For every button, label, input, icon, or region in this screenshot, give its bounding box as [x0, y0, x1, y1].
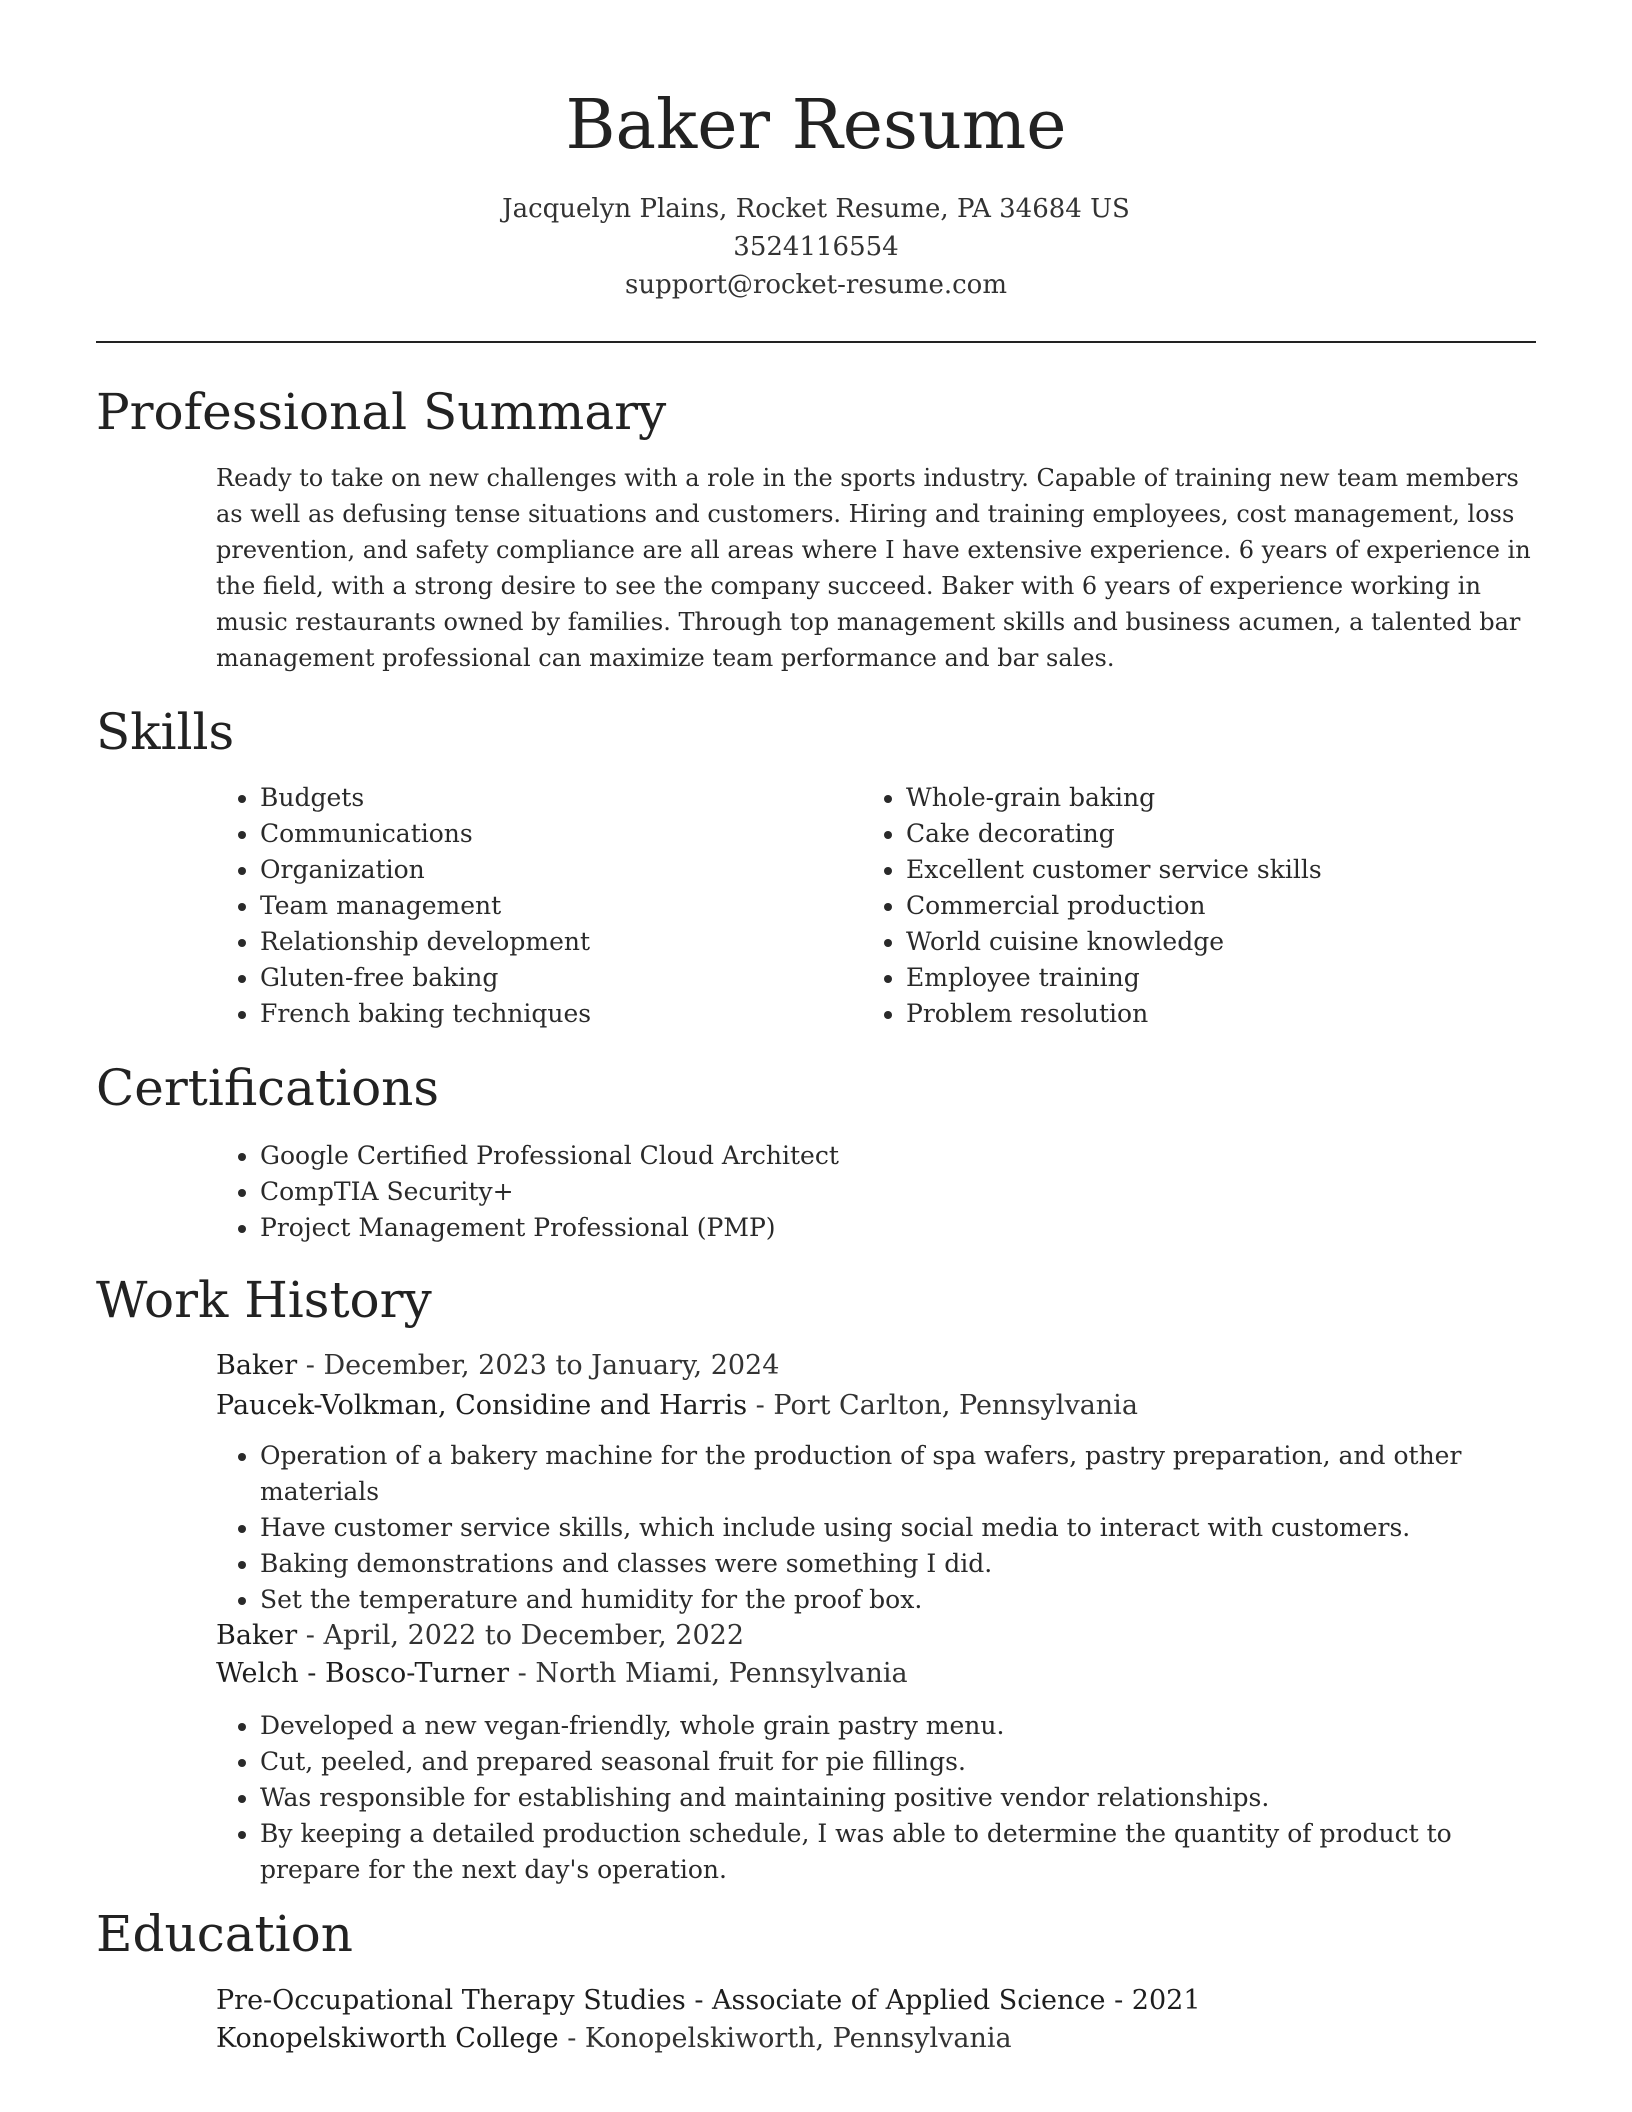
school-location: - Konopelskiworth, Pennsylvania	[558, 2023, 1012, 2054]
job-location: - North Miami, Pennsylvania	[509, 1658, 908, 1689]
skill-item: • Budgets	[260, 780, 860, 816]
skills-list-left	[216, 780, 860, 1032]
duty-item: • Operation of a bakery machine for the production of spa wafers, pastry preparation, and other materials	[260, 1438, 1580, 1510]
job-dates: - December, 2023 to January, 2024	[297, 1350, 780, 1381]
job-employer: Paucek-Volkman, Considine and Harris	[216, 1390, 748, 1421]
header-divider	[96, 341, 1536, 343]
skill-item: • Communications	[260, 816, 860, 852]
resume-header	[0, 84, 1632, 304]
contact-email[interactable]: support@rocket-resume.com	[624, 270, 1007, 300]
skill-item: • Cake decorating	[906, 816, 1546, 852]
skills-heading: Skills	[96, 703, 235, 761]
certification-item: • Project Management Professional (PMP)	[260, 1210, 1560, 1246]
skill-item: • Problem resolution	[906, 996, 1546, 1032]
degree-text: Pre-Occupational Therapy Studies - Associate of Applied Science - 2021	[216, 1985, 1201, 2016]
skill-item: • Employee training	[906, 960, 1546, 996]
job-title: Baker	[216, 1350, 298, 1381]
skill-item: • Organization	[260, 852, 860, 888]
summary-heading: Professional Summary	[96, 383, 667, 441]
contact-address: Jacquelyn Plains, Rocket Resume, PA 34684 US	[502, 194, 1130, 224]
work-history-heading: Work History	[96, 1271, 432, 1329]
job-2-title-line	[216, 1617, 744, 1655]
duty-item: • Have customer service skills, which include using social media to interact with customers.	[260, 1510, 1580, 1546]
job-1-title-line	[216, 1347, 779, 1385]
certification-item: • Google Certified Professional Cloud Architect	[260, 1138, 1560, 1174]
skill-item: • Gluten-free baking	[260, 960, 860, 996]
education-heading: Education	[96, 1905, 353, 1963]
skill-item: • World cuisine knowledge	[906, 924, 1546, 960]
contact-phone: 3524116554	[733, 232, 899, 262]
skill-item: • Relationship development	[260, 924, 860, 960]
job-2-employer-line	[216, 1655, 908, 1693]
job-employer: Welch - Bosco-Turner	[216, 1658, 510, 1689]
skill-item: • French baking techniques	[260, 996, 860, 1032]
duty-item: • Developed a new vegan-friendly, whole grain pastry menu.	[260, 1708, 1560, 1744]
certifications-list	[216, 1138, 1560, 1246]
school-name: Konopelskiworth College	[216, 2023, 559, 2054]
duty-item: • Baking demonstrations and classes were something I did.	[260, 1546, 1580, 1582]
skill-item: • Commercial production	[906, 888, 1546, 924]
resume-title: Baker Resume	[565, 86, 1067, 165]
skill-item: • Whole-grain baking	[906, 780, 1546, 816]
duty-item: • By keeping a detailed production schedule, I was able to determine the quantity of product to prepare for the next day's operation.	[260, 1816, 1560, 1888]
job-1-duties	[216, 1438, 1580, 1618]
summary-text: Ready to take on new challenges with a role in the sports industry. Capable of training new team members as well as defusing tense situations and customers. Hiring and training employees, cost management, loss prevention, and safety compliance are all areas where I have extensive experience. 6 years of experience in the field, with a strong desire to see the company succeed. Baker with 6 years of experience working in music restaurants owned by families. Through top management skills and business acumen, a talented bar management professional can maximize team performance and bar sales.	[216, 464, 1531, 672]
job-2-duties	[216, 1708, 1560, 1888]
job-1-employer-line	[216, 1387, 1138, 1425]
skill-item: • Team management	[260, 888, 860, 924]
education-school-line	[216, 2020, 1012, 2058]
duty-item: • Was responsible for establishing and maintaining positive vendor relationships.	[260, 1780, 1560, 1816]
job-dates: - April, 2022 to December, 2022	[297, 1620, 744, 1651]
job-title: Baker	[216, 1620, 298, 1651]
duty-item: • Set the temperature and humidity for the proof box.	[260, 1582, 1580, 1618]
education-degree	[216, 1982, 1201, 2020]
skills-list-right	[862, 780, 1546, 1032]
job-location: - Port Carlton, Pennsylvania	[747, 1390, 1138, 1421]
duty-item: • Cut, peeled, and prepared seasonal fruit for pie fillings.	[260, 1744, 1560, 1780]
skill-item: • Excellent customer service skills	[906, 852, 1546, 888]
certification-item: • CompTIA Security+	[260, 1174, 1560, 1210]
certifications-heading: Certifications	[96, 1059, 440, 1117]
